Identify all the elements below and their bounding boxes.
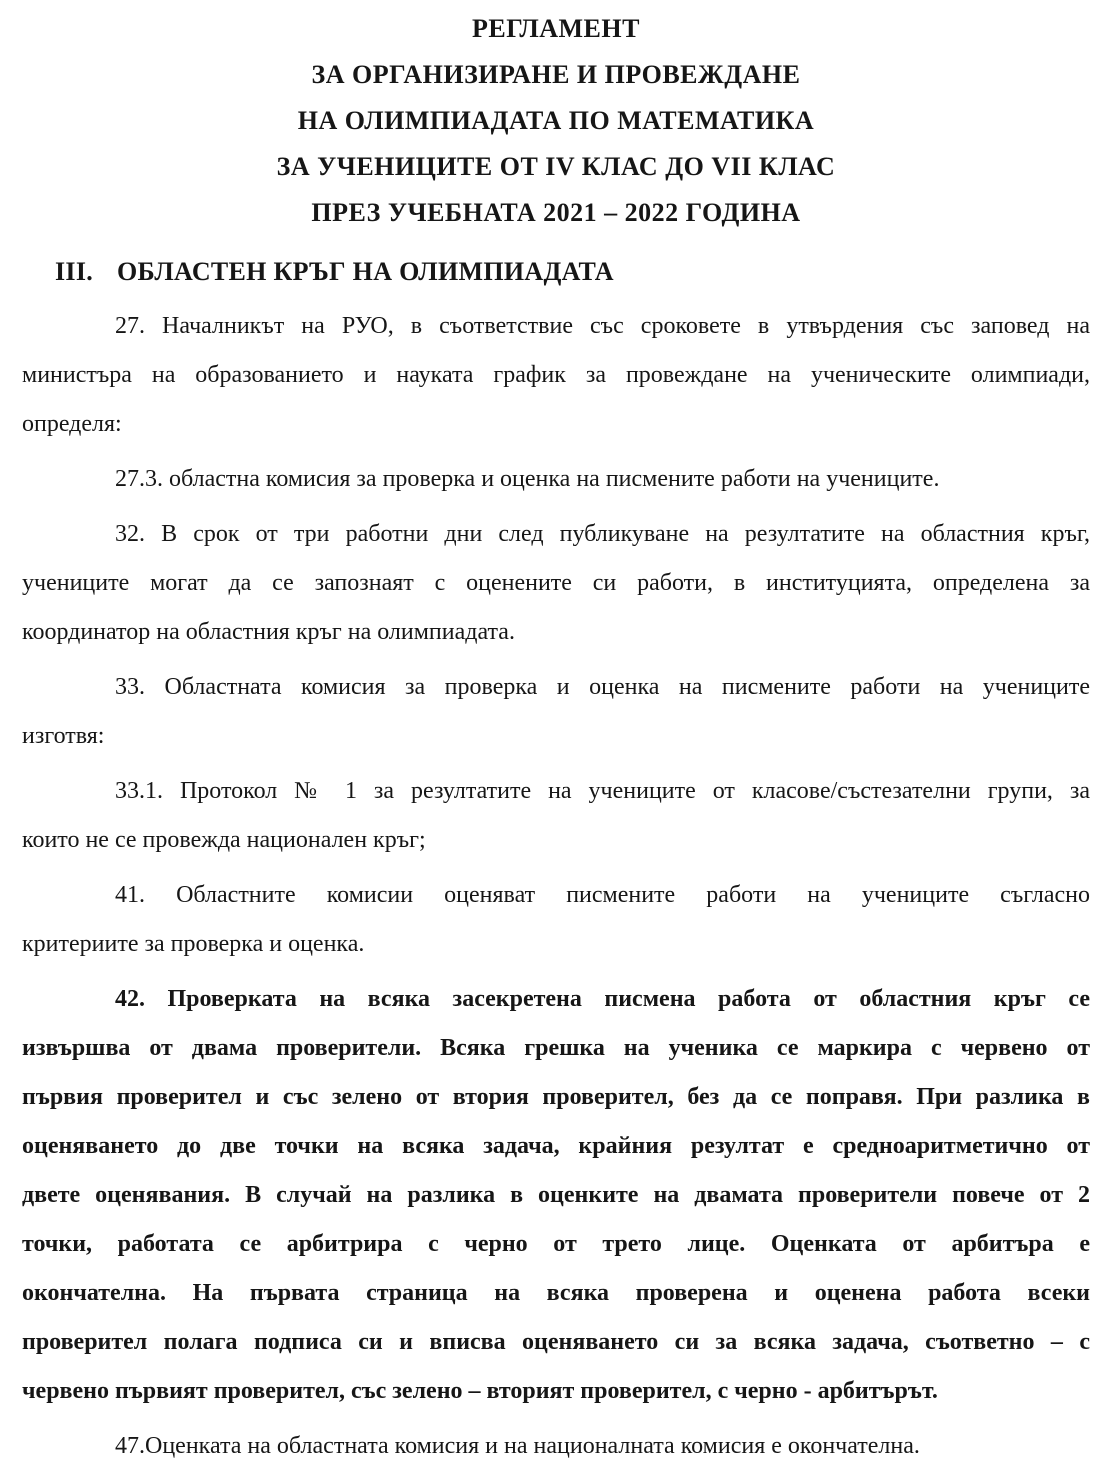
title-line-1: РЕГЛАМЕНТ <box>472 14 640 43</box>
text-line: точки, работата се арбитрира с черно от трето лице. Оценката от арбитъра е <box>22 1231 1090 1257</box>
text-line: проверител полага подписа си и вписва оценяването си за всяка задача, съответно – с <box>22 1329 1090 1355</box>
text-line: 32. В срок от три работни дни след публикуване на резултатите на областния кръг, <box>115 521 1090 547</box>
text-line: окончателна. На първата страница на всяка проверена и оценена работа всеки <box>22 1280 1090 1306</box>
paragraph-33 <box>22 663 1090 761</box>
text-line: 42. Проверката на всяка засекретена писмена работа от областния кръг се <box>115 986 1090 1012</box>
text-line: критериите за проверка и оценка. <box>22 931 365 957</box>
section-heading <box>0 256 1112 288</box>
section-heading-text: ОБЛАСТЕН КРЪГ НА ОЛИМПИАДАТА <box>117 257 614 286</box>
text-line: червено първият проверител, със зелено – вторият проверител, с черно - арбитърът. <box>22 1378 938 1404</box>
paragraph-32 <box>22 510 1090 657</box>
text-line: които не се провежда национален кръг; <box>22 827 426 853</box>
text-line: 33.1. Протокол № 1 за резултатите на учениците от класове/състезателни групи, за <box>115 778 1090 804</box>
text-line: 27. Началникът на РУО, в съответствие със сроковете в утвърдения със заповед на <box>115 313 1090 339</box>
title-line-3: НА ОЛИМПИАДАТА ПО МАТЕМАТИКА <box>297 106 815 135</box>
text-line: първия проверител и със зелено от втория проверител, без да се поправя. При разлика в <box>22 1084 1090 1110</box>
paragraph-27-3 <box>22 455 1090 504</box>
text-line: министъра на образованието и науката график за провеждане на ученическите олимпиади, <box>22 362 1090 388</box>
paragraph-42 <box>22 975 1090 1416</box>
text-line: изготвя: <box>22 723 105 749</box>
text-line: учениците могат да се запознаят с оценените си работи, в институцията, определена за <box>22 570 1090 596</box>
title-line-2: ЗА ОРГАНИЗИРАНЕ И ПРОВЕЖДАНЕ <box>311 60 801 89</box>
paragraph-41 <box>22 871 1090 969</box>
paragraph-33-1 <box>22 767 1090 865</box>
text-line: двете оценявания. В случай на разлика в оценките на двамата проверители повече от 2 <box>22 1182 1090 1208</box>
document-title <box>0 0 1112 236</box>
title-line-5: ПРЕЗ УЧЕБНАТА 2021 – 2022 ГОДИНА <box>311 198 801 227</box>
text-line: оценяването до две точки на всяка задача, крайния резултат е средноаритметично от <box>22 1133 1090 1159</box>
text-line: определя: <box>22 411 122 437</box>
paragraph-27 <box>22 302 1090 449</box>
paragraph-47 <box>22 1422 1090 1468</box>
text-line: 27.3. областна комисия за проверка и оценка на писмените работи на учениците. <box>115 466 940 492</box>
document-body <box>22 302 1090 1468</box>
text-line: 47.Оценката на областната комисия и на националната комисия е окончателна. <box>115 1433 920 1459</box>
title-line-4: ЗА УЧЕНИЦИТЕ ОТ IV КЛАС ДО VII КЛАС <box>276 152 836 181</box>
text-line: 41. Областните комисии оценяват писмените работи на учениците съгласно <box>115 882 1090 908</box>
section-number: III. <box>55 257 94 286</box>
text-line: извършва от двама проверители. Всяка грешка на ученика се маркира с червено от <box>22 1035 1090 1061</box>
text-line: координатор на областния кръг на олимпиадата. <box>22 619 515 645</box>
text-line: 33. Областната комисия за проверка и оценка на писмените работи на учениците <box>115 674 1090 700</box>
